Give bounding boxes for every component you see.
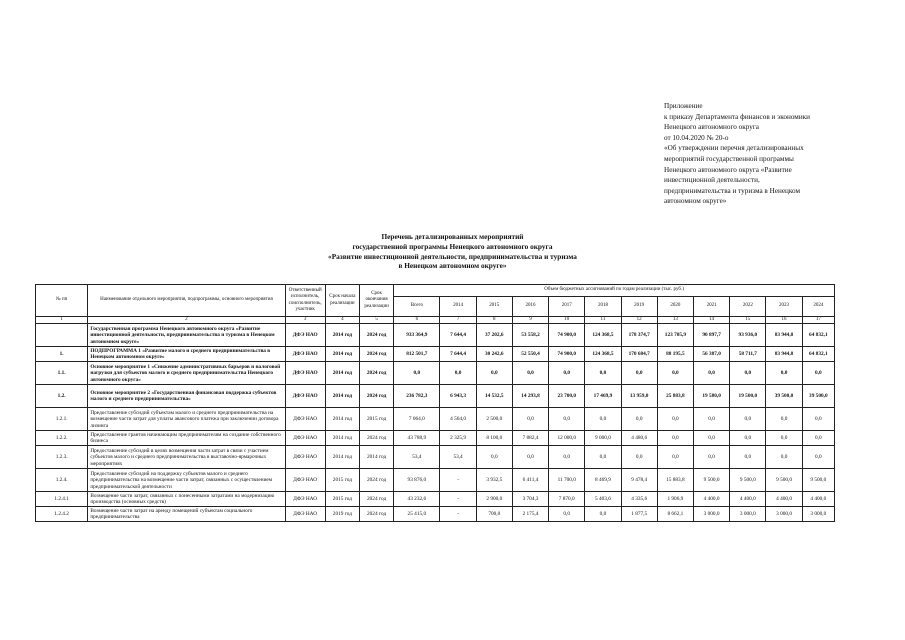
row-year-value: 53 558,2 [512, 324, 548, 347]
row-start: 2014 год [325, 446, 359, 469]
row-total: 43 788,9 [394, 431, 440, 446]
header-year: 2022 [730, 297, 766, 317]
row-year-value: 0,0 [657, 362, 693, 385]
row-year-value: 0,0 [657, 446, 693, 469]
row-responsible: ДФЭ НАО [285, 324, 325, 347]
row-number: 1.2. [36, 385, 88, 408]
row-number [36, 324, 88, 347]
row-year-value: 17 469,9 [585, 385, 621, 408]
row-end: 2024 год [359, 469, 393, 492]
row-year-value: 0,0 [621, 408, 657, 431]
header-year: 2020 [657, 297, 693, 317]
row-year-value: 4 400,0 [694, 492, 730, 507]
row-year-value: 0,0 [585, 362, 621, 385]
row-year-value: 52 550,4 [512, 347, 548, 362]
table-row [36, 347, 835, 362]
row-year-value: 124 368,5 [585, 324, 621, 347]
header-year: 2024 [802, 297, 834, 317]
column-number: 13 [657, 317, 693, 324]
row-year-value: 2 900,0 [476, 492, 512, 507]
row-year-value: 7 644,4 [440, 347, 476, 362]
row-responsible: ДФЭ НАО [285, 446, 325, 469]
row-year-value: 4 400,0 [730, 492, 766, 507]
row-year-value: 30 242,6 [476, 347, 512, 362]
row-name: Возмещение части затрат на аренду помещений субъектам социального предпринимательства [88, 507, 285, 522]
row-year-value: 0,0 [694, 446, 730, 469]
row-start: 2014 год [325, 408, 359, 431]
row-year-value: 25 883,8 [657, 385, 693, 408]
row-year-value: 0,0 [730, 362, 766, 385]
row-end: 2024 год [359, 492, 393, 507]
row-year-value: 14 532,5 [476, 385, 512, 408]
row-number: 1.2.4.2 [36, 507, 88, 522]
row-year-value: - [440, 507, 476, 522]
row-year-value: 8 100,0 [476, 431, 512, 446]
row-year-value: 9 500,0 [766, 469, 802, 492]
row-year-value: 0,0 [512, 362, 548, 385]
row-year-value: 0,0 [585, 408, 621, 431]
row-year-value: 9 500,0 [694, 469, 730, 492]
table-row [36, 385, 835, 408]
row-responsible: ДФЭ НАО [285, 385, 325, 408]
approval-line: предпринимательства и туризма в Ненецком [664, 186, 801, 195]
column-number-row [36, 317, 835, 324]
row-end: 2024 год [359, 347, 393, 362]
row-start: 2014 год [325, 347, 359, 362]
row-year-value: 0,0 [512, 446, 548, 469]
table-row [36, 324, 835, 347]
row-end: 2014 год [359, 446, 393, 469]
row-year-value: 3 704,3 [512, 492, 548, 507]
row-year-value: 5 403,6 [585, 492, 621, 507]
column-number: 17 [802, 317, 834, 324]
row-year-value: 6 411,4 [512, 469, 548, 492]
table-row [36, 408, 835, 431]
row-year-value: 74 900,0 [549, 324, 585, 347]
row-year-value: 3 000,0 [694, 507, 730, 522]
row-year-value: 9 500,0 [802, 469, 834, 492]
row-year-value: 88 195,5 [657, 347, 693, 362]
header-year: 2023 [766, 297, 802, 317]
header-year: 2019 [621, 297, 657, 317]
row-year-value: 64 832,1 [802, 324, 834, 347]
row-year-value: 7 870,0 [549, 492, 585, 507]
row-year-value: 0,0 [549, 507, 585, 522]
title-line: «Развитие инвестиционной деятельности, предпринимательства и туризма [328, 251, 577, 261]
row-start: 2015 год [325, 469, 359, 492]
title-line: в Ненецком автономном округе» [398, 261, 507, 271]
row-name: Основное мероприятие 1 «Снижение административных барьеров и налоговой нагрузки для субъектов малого и среднего предпринимательства Ненецкого автономного округа» [88, 362, 285, 385]
row-total: 236 782,3 [394, 385, 440, 408]
row-end: 2024 год [359, 385, 393, 408]
row-name: Предоставление грантов начинающим предпринимателям на создание собственного бизнеса [88, 431, 285, 446]
row-year-value: 93 936,0 [730, 324, 766, 347]
column-number: 8 [476, 317, 512, 324]
row-year-value: 4 564,0 [440, 408, 476, 431]
row-responsible: ДФЭ НАО [285, 507, 325, 522]
row-year-value: 4 400,0 [766, 492, 802, 507]
table-row [36, 492, 835, 507]
approval-line: «Об утверждении перечня детализированных [664, 144, 804, 153]
approval-line: к приказу Департамента финансов и экономики [664, 112, 811, 121]
row-year-value: 8 469,9 [585, 469, 621, 492]
row-year-value: 0,0 [476, 362, 512, 385]
row-year-value: 56 387,0 [694, 347, 730, 362]
row-name: Предоставление субсидий на поддержку субъектов малого и среднего предпринимательства на возмещение части затрат, связанных с осуществлением предпринимательской деятельности [88, 469, 285, 492]
row-total: 933 364,9 [394, 324, 440, 347]
row-number: 1.2.3. [36, 446, 88, 469]
row-year-value: 0,0 [766, 446, 802, 469]
row-year-value: 64 832,1 [802, 347, 834, 362]
header-year: 2014 [440, 297, 476, 317]
row-total: 0,0 [394, 362, 440, 385]
row-year-value: 2 325,9 [440, 431, 476, 446]
row-number: 1.2.4.1 [36, 492, 88, 507]
header-total: Всего [394, 297, 440, 317]
row-responsible: ДФЭ НАО [285, 431, 325, 446]
row-year-value: 178 374,7 [621, 324, 657, 347]
column-number: 11 [585, 317, 621, 324]
row-name: ПОДПРОГРАММА 1 «Развитие малого и среднего предпринимательства в Ненецком автономном округе» [88, 347, 285, 362]
row-year-value: 90 897,7 [694, 324, 730, 347]
row-year-value: 9 478,4 [621, 469, 657, 492]
row-responsible: ДФЭ НАО [285, 408, 325, 431]
row-year-value: 7 882,4 [512, 431, 548, 446]
table-row [36, 431, 835, 446]
row-year-value: 1 877,5 [621, 507, 657, 522]
row-year-value: 14 293,8 [512, 385, 548, 408]
row-year-value: 0,0 [766, 431, 802, 446]
row-year-value: 12 000,0 [549, 431, 585, 446]
row-year-value: 0,0 [802, 362, 834, 385]
row-year-value: 37 202,6 [476, 324, 512, 347]
row-number: 1.2.4. [36, 469, 88, 492]
column-number: 12 [621, 317, 657, 324]
column-number: 14 [694, 317, 730, 324]
row-responsible: ДФЭ НАО [285, 347, 325, 362]
row-total: 7 064,0 [394, 408, 440, 431]
header-year: 2018 [585, 297, 621, 317]
row-end: 2024 год [359, 362, 393, 385]
column-number: 5 [359, 317, 393, 324]
column-number: 1 [36, 317, 88, 324]
row-name: Предоставление субсидий субъектам малого и среднего предпринимательства на возмещение части затрат для уплаты авансового платежа при заключении договора лизинга [88, 408, 285, 431]
row-year-value: 0,0 [657, 408, 693, 431]
row-year-value: 0,0 [766, 362, 802, 385]
row-total: 812 501,7 [394, 347, 440, 362]
header-year: 2016 [512, 297, 548, 317]
row-name: Государственная программа Ненецкого автономного округа «Развитие инвестиционной деятельности, предпринимательства и туризма в Ненецком автономном округе» [88, 324, 285, 347]
header-start: Срок начала реализации [325, 285, 359, 317]
column-number: 7 [440, 317, 476, 324]
title-line: государственной программы Ненецкого автономного округа [352, 241, 553, 251]
row-year-value: 7 644,4 [440, 324, 476, 347]
column-number: 15 [730, 317, 766, 324]
row-year-value: 700,0 [476, 507, 512, 522]
row-year-value: 1 906,9 [657, 492, 693, 507]
approval-line: Ненецкого автономного округа «Развитие [664, 165, 792, 174]
row-year-value: 4 400,0 [802, 492, 834, 507]
row-year-value: 124 368,5 [585, 347, 621, 362]
row-name: Основное мероприятие 2 «Государственная финансовая поддержка субъектов малого и среднего предпринимательства» [88, 385, 285, 408]
row-year-value: 0,0 [549, 408, 585, 431]
row-year-value: 83 944,8 [766, 324, 802, 347]
row-year-value: 0,0 [549, 446, 585, 469]
table-row [36, 507, 835, 522]
approval-line: Приложение [664, 102, 703, 110]
row-year-value: 3 000,0 [766, 507, 802, 522]
row-year-value: 0,0 [730, 408, 766, 431]
measures-table [35, 284, 835, 522]
row-number: 1.2.1. [36, 408, 88, 431]
row-year-value: 0,0 [549, 362, 585, 385]
row-start: 2015 год [325, 492, 359, 507]
row-end: 2024 год [359, 324, 393, 347]
document-title [0, 232, 905, 271]
row-year-value: 123 705,9 [657, 324, 693, 347]
row-total: 25 415,0 [394, 507, 440, 522]
row-year-value: 4 480,6 [621, 431, 657, 446]
row-year-value: 2 500,0 [476, 408, 512, 431]
row-year-value: 0,0 [621, 446, 657, 469]
row-year-value: - [440, 469, 476, 492]
row-start: 2019 год [325, 507, 359, 522]
header-end: Срок окончания реализации [359, 285, 393, 317]
column-number: 3 [285, 317, 325, 324]
header-name: Наименование отдельного мероприятия, подпрограммы, основного мероприятия [88, 285, 285, 317]
row-year-value: 0,0 [585, 507, 621, 522]
approval-line: Ненецкого автономного округа [664, 123, 759, 132]
row-start: 2014 год [325, 324, 359, 347]
row-year-value: 74 900,0 [549, 347, 585, 362]
row-year-value: 0,0 [657, 431, 693, 446]
header-responsible: Ответственный исполнитель, соисполнитель, участник [285, 285, 325, 317]
row-year-value: 39 500,0 [766, 385, 802, 408]
row-year-value: 0,0 [440, 362, 476, 385]
row-start: 2014 год [325, 385, 359, 408]
row-year-value: 19 500,0 [730, 385, 766, 408]
row-year-value: 0,0 [766, 408, 802, 431]
row-number: 1. [36, 347, 88, 362]
row-total: 93 876,0 [394, 469, 440, 492]
row-year-value: 0,0 [802, 431, 834, 446]
approval-line: инвестиционной деятельности, [664, 176, 760, 185]
row-number: 1.2.2. [36, 431, 88, 446]
row-year-value: 0,0 [512, 408, 548, 431]
row-year-value: 6 943,3 [440, 385, 476, 408]
row-number: 1.1. [36, 362, 88, 385]
row-year-value: 0,0 [694, 362, 730, 385]
row-year-value: 9 500,0 [730, 469, 766, 492]
title-line: Перечень детализированных мероприятий [381, 232, 524, 241]
row-year-value: 3 932,5 [476, 469, 512, 492]
row-responsible: ДФЭ НАО [285, 492, 325, 507]
row-start: 2014 год [325, 431, 359, 446]
row-year-value: 0,0 [476, 446, 512, 469]
row-year-value: 0,0 [585, 446, 621, 469]
table-row [36, 362, 835, 385]
row-name: Предоставление субсидий в целях возмещения части затрат в связи с участием субъектов малого и среднего предпринимательства в выставочно-ярмарочных мероприятиях [88, 446, 285, 469]
column-number: 9 [512, 317, 548, 324]
row-end: 2024 год [359, 507, 393, 522]
row-year-value: 3 000,0 [802, 507, 834, 522]
row-start: 2014 год [325, 362, 359, 385]
column-number: 16 [766, 317, 802, 324]
row-name: Возмещение части затрат, связанных с понесенными затратами на модернизацию производства (основных средств) [88, 492, 285, 507]
header-year: 2015 [476, 297, 512, 317]
row-year-value: 3 000,0 [730, 507, 766, 522]
row-year-value: 0,0 [802, 446, 834, 469]
row-responsible: ДФЭ НАО [285, 362, 325, 385]
approval-line: мероприятий государственной программы [664, 154, 794, 163]
row-end: 2015 год [359, 408, 393, 431]
header-year: 2017 [549, 297, 585, 317]
column-number: 10 [549, 317, 585, 324]
row-year-value: 19 580,0 [694, 385, 730, 408]
row-year-value: 11 700,0 [549, 469, 585, 492]
row-year-value: 58 711,7 [730, 347, 766, 362]
table-row [36, 469, 835, 492]
row-year-value: 83 944,8 [766, 347, 802, 362]
row-year-value: 15 883,8 [657, 469, 693, 492]
row-year-value: 13 959,0 [621, 385, 657, 408]
row-year-value: 53,4 [440, 446, 476, 469]
row-year-value: 0,0 [694, 408, 730, 431]
approval-block [664, 101, 864, 207]
row-total: 53,4 [394, 446, 440, 469]
row-year-value: 0,0 [694, 431, 730, 446]
row-year-value: 0,0 [802, 408, 834, 431]
row-year-value: 4 335,6 [621, 492, 657, 507]
row-year-value: 8 662,1 [657, 507, 693, 522]
row-year-value: 0,0 [730, 431, 766, 446]
row-year-value: 170 684,7 [621, 347, 657, 362]
row-end: 2024 год [359, 431, 393, 446]
approval-line: автономном округе» [664, 197, 727, 206]
header-year: 2021 [694, 297, 730, 317]
row-year-value: 0,0 [621, 362, 657, 385]
header-num: № пп [36, 285, 88, 317]
row-year-value: 39 500,0 [802, 385, 834, 408]
row-year-value: 0,0 [730, 446, 766, 469]
row-responsible: ДФЭ НАО [285, 469, 325, 492]
row-year-value: 9 000,0 [585, 431, 621, 446]
row-total: 43 232,6 [394, 492, 440, 507]
column-number: 6 [394, 317, 440, 324]
table-row [36, 446, 835, 469]
header-funding: Объем бюджетных ассигнований по годам реализации (тыс. руб.) [394, 285, 835, 297]
row-year-value: - [440, 492, 476, 507]
column-number: 4 [325, 317, 359, 324]
approval-line: от 10.04.2020 № 20-о [664, 133, 729, 142]
row-year-value: 2 175,4 [512, 507, 548, 522]
column-number: 2 [88, 317, 285, 324]
row-year-value: 23 700,0 [549, 385, 585, 408]
